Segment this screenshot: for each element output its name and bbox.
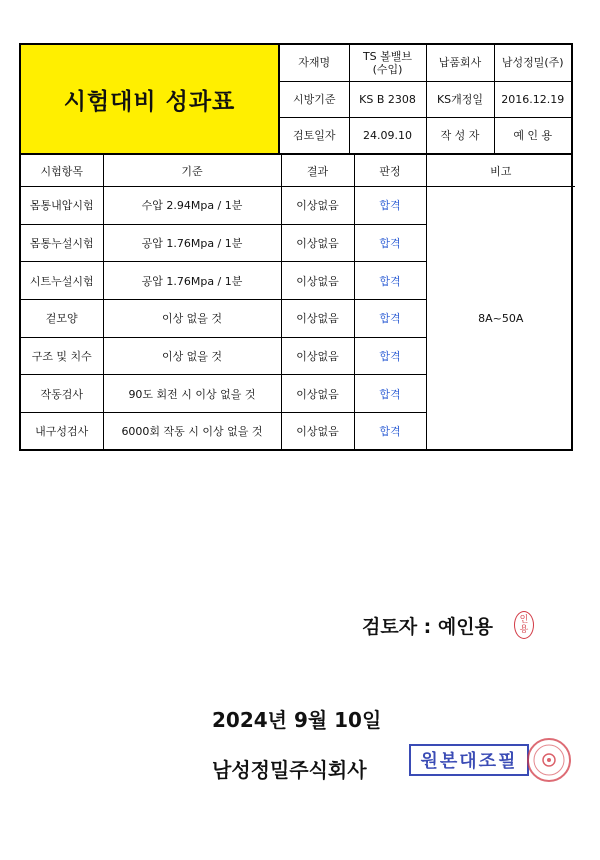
test-item: 내구성검사 (21, 412, 103, 449)
test-results-table-wrapper (19, 155, 573, 451)
author-label: 작 성 자 (426, 117, 494, 153)
table-header-row (21, 155, 575, 187)
test-results-table (21, 155, 575, 449)
header-info-grid (280, 45, 571, 153)
test-verdict: 합격 (354, 262, 426, 300)
spec-label: 시방기준 (280, 81, 349, 117)
column-header-item: 시험항목 (21, 155, 103, 187)
test-criterion: 90도 회전 시 이상 없을 것 (103, 375, 281, 413)
column-header-criterion: 기준 (103, 155, 281, 187)
test-verdict: 합격 (354, 337, 426, 375)
original-copy-stamp: 원본대조필 (409, 744, 529, 776)
test-result: 이상없음 (281, 262, 354, 300)
test-criterion: 이상 없을 것 (103, 299, 281, 337)
review-date-value: 24.09.10 (349, 117, 426, 153)
test-criterion: 공압 1.76Mpa / 1분 (103, 262, 281, 300)
table-row (21, 187, 575, 225)
test-result: 이상없음 (281, 375, 354, 413)
column-header-verdict: 판정 (354, 155, 426, 187)
test-item: 시트누설시험 (21, 262, 103, 300)
test-criterion: 공압 1.76Mpa / 1분 (103, 224, 281, 262)
test-criterion: 수압 2.94Mpa / 1분 (103, 187, 281, 225)
supplier-value: 남성정밀(주) (494, 45, 571, 81)
test-item: 몸통내압시험 (21, 187, 103, 225)
author-value: 예 인 용 (494, 117, 571, 153)
test-item: 몸통누설시험 (21, 224, 103, 262)
reviewer-signature: 검토자 : 예인용 (362, 616, 493, 638)
supplier-label: 납품회사 (426, 45, 494, 81)
material-value-line2: (수입) (372, 62, 403, 76)
test-verdict: 합격 (354, 375, 426, 413)
revision-label: KS개정일 (426, 81, 494, 117)
test-item: 겉모양 (21, 299, 103, 337)
revision-value: 2016.12.19 (494, 81, 571, 117)
remark-cell: 8A~50A (426, 187, 575, 450)
test-criterion: 6000회 작동 시 이상 없을 것 (103, 412, 281, 449)
header-block (19, 43, 573, 155)
reviewer-seal-icon: 인 용 (514, 611, 534, 639)
issue-date: 2024년 9월 10일 (212, 708, 382, 732)
material-label: 자재명 (280, 45, 349, 81)
spec-value: KS B 2308 (349, 81, 426, 117)
corporate-seal-icon (525, 736, 573, 784)
document-title: 시험대비 성과표 (21, 45, 280, 153)
test-result: 이상없음 (281, 337, 354, 375)
column-header-remark: 비고 (426, 155, 575, 187)
test-item: 작동검사 (21, 375, 103, 413)
test-result: 이상없음 (281, 299, 354, 337)
column-header-result: 결과 (281, 155, 354, 187)
test-verdict: 합격 (354, 224, 426, 262)
test-result: 이상없음 (281, 412, 354, 449)
test-verdict: 합격 (354, 299, 426, 337)
test-criterion: 이상 없을 것 (103, 337, 281, 375)
material-value (349, 45, 426, 81)
company-name: 남성정밀주식회사 (212, 758, 367, 782)
test-verdict: 합격 (354, 412, 426, 449)
material-value-line1: TS 볼밸브 (362, 49, 413, 63)
test-verdict: 합격 (354, 187, 426, 225)
test-result: 이상없음 (281, 187, 354, 225)
review-date-label: 검토일자 (280, 117, 349, 153)
test-item: 구조 및 치수 (21, 337, 103, 375)
test-result: 이상없음 (281, 224, 354, 262)
